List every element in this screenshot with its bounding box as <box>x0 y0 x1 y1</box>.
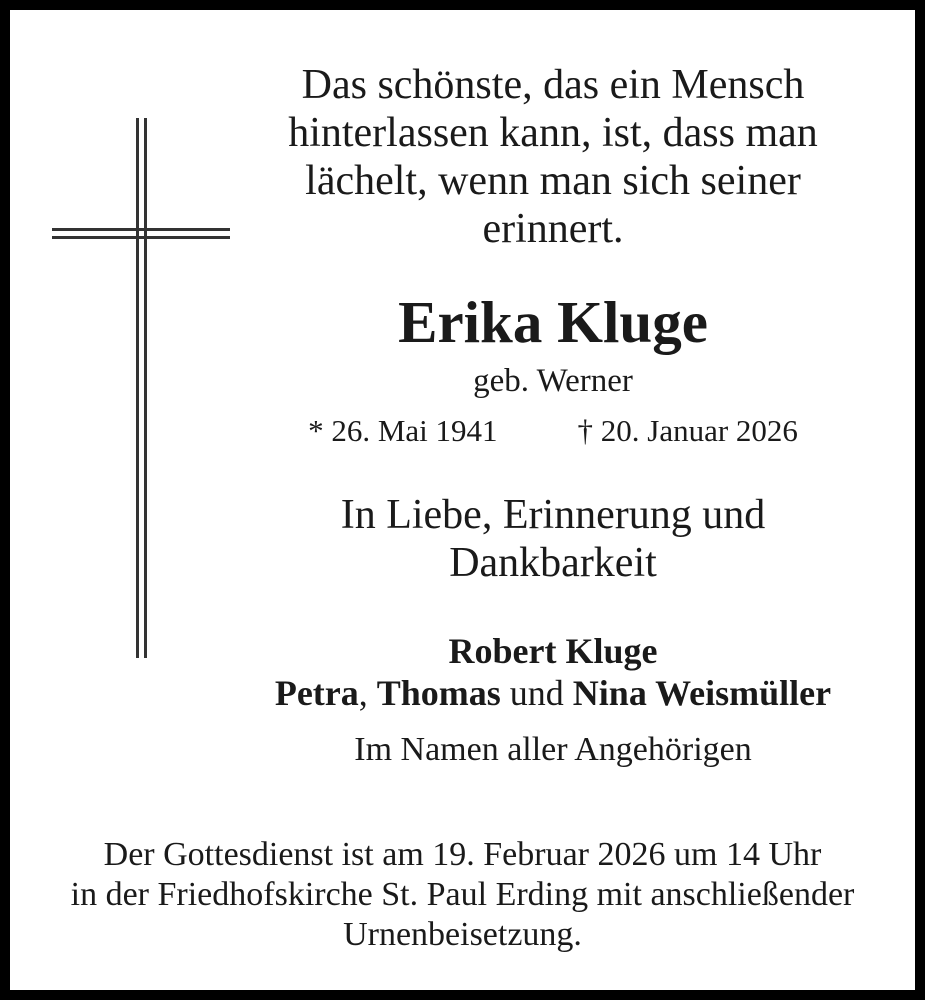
service-line: Urnenbeisetzung. <box>343 916 582 953</box>
service-line: in der Friedhofskirche St. Paul Erding mit anschließender <box>70 876 855 913</box>
maiden-name: geb. Werner <box>473 363 633 399</box>
dedication-line: Dankbarkeit <box>449 540 657 586</box>
mourners-family-line <box>243 672 863 714</box>
mourner-primary <box>243 630 863 672</box>
quote-line: hinterlassen kann, ist, dass man <box>288 110 818 156</box>
cross-icon <box>50 115 235 663</box>
mourners <box>243 630 863 714</box>
mourner-name-nina: Nina Weismüller <box>572 673 832 713</box>
mourner-name-petra: Petra <box>274 673 359 713</box>
life-dates <box>243 411 863 451</box>
quote-line: Das schönste, das ein Mensch <box>301 62 805 108</box>
birth-date: * 26. Mai 1941 <box>308 413 498 448</box>
funeral-service-info <box>10 835 915 955</box>
mourner-separator-comma: , <box>358 673 368 713</box>
memorial-quote <box>243 61 863 253</box>
death-date: † 20. Januar 2026 <box>577 413 798 448</box>
mourner-name-thomas: Thomas <box>376 673 501 713</box>
dedication-line: In Liebe, Erinnerung und <box>340 492 766 538</box>
signature-line: Im Namen aller Angehörigen <box>354 731 752 768</box>
cross-horizontal-line-top <box>52 228 230 231</box>
mourner-name-robert: Robert Kluge <box>448 631 658 671</box>
cross-vertical-line-left <box>136 118 139 658</box>
quote-line: lächelt, wenn man sich seiner <box>305 158 801 204</box>
cross-horizontal-line-bottom <box>52 236 230 239</box>
dedication <box>243 491 863 587</box>
quote-line: erinnert. <box>482 206 624 252</box>
service-line: Der Gottesdienst ist am 19. Februar 2026 um 14 Uhr <box>103 836 822 873</box>
cross-vertical-line-right <box>144 118 147 658</box>
mourner-separator-and: und <box>509 673 564 713</box>
deceased-name: Erika Kluge <box>398 289 708 355</box>
